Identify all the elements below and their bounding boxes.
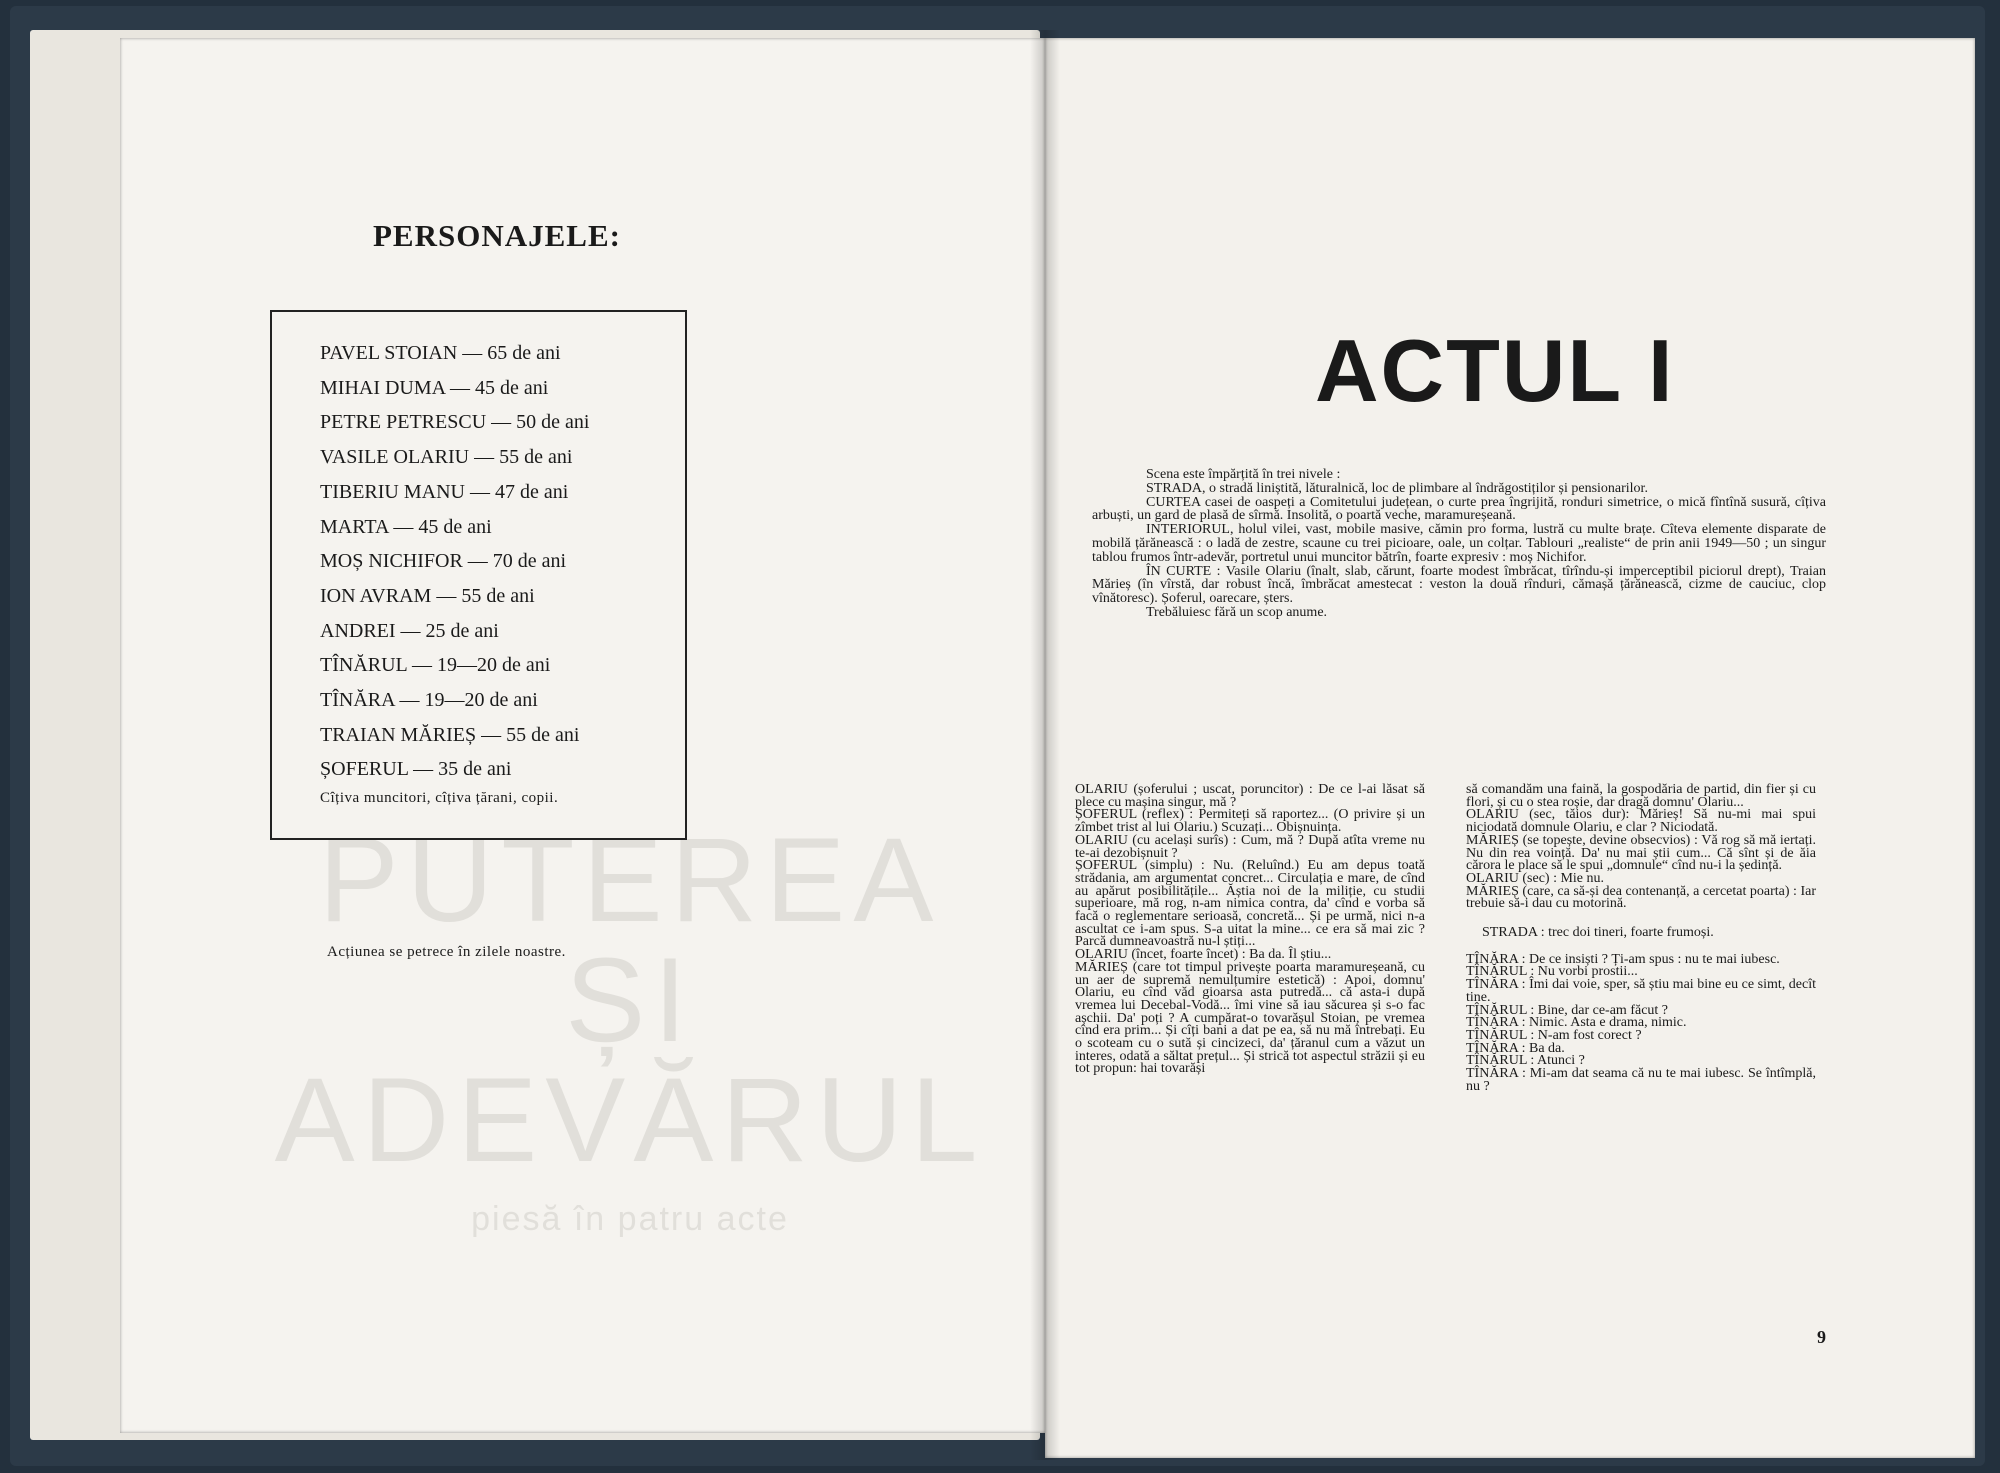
- dialogue-column-1: [1075, 784, 1425, 1076]
- dialogue-line: MĂRIEȘ (se topește, devine obsecvios) : Vă rog să mă iertați. Nu din rea voință. Da' nu mai știi cum... Că sînt și de ăia cărora le place să le spui „domnule“ cînd nu-i la ședință.: [1466, 832, 1816, 874]
- dialogue-line: OLARIU (încet, foarte încet) : Ba da. Îl știu...: [1075, 947, 1332, 963]
- watermark-line-4: piesă în patru acte: [471, 1200, 789, 1238]
- cast-item: ION AVRAM — 55 de ani: [320, 584, 535, 607]
- dialogue-line: OLARIU (sec, tăios dur): Mărieș! Să nu-mi mai spui niciodată domnule Olariu, e clar ? Niciodată.: [1466, 807, 1816, 836]
- cast-item: ȘOFERUL — 35 de ani: [320, 758, 512, 781]
- cast-item: TIBERIU MANU — 47 de ani: [320, 480, 569, 503]
- dialogue-line: TÎNĂRUL : N-am fost corect ?: [1466, 1027, 1642, 1043]
- cast-extras: Cîțiva muncitori, cîțiva țărani, copii.: [320, 790, 559, 806]
- setting-note: Acțiunea se petrece în zilele noastre.: [327, 944, 566, 960]
- dialogue-line: să comandăm una faină, la gospodăria de partid, din fier și cu flori, și cu o stea roșie, dar dragă domnu' Olariu...: [1466, 782, 1816, 810]
- right-page: [1045, 38, 1975, 1458]
- dialogue-line: ȘOFERUL (simplu) : Nu. (Reluînd.) Eu am depus toată strădania, am argumentat concret... Circulația e mare, de cînd au apărut posibilitățile... Ăștia noi de la miliție, cu studii superioare, mă rog, n-am nimica contra, da' cînd e vorba să facă o reglementare serioasă, concretă... Și pe urmă, nici n-a ascultat ce i-am spus. S-a uitat la mine... ce era să mai zic ? Parcă dumneavoastră nu-l știți...: [1075, 858, 1425, 950]
- cast-item: VASILE OLARIU — 55 de ani: [320, 446, 573, 469]
- stage-direction-paragraph: STRADA, o stradă liniștită, lăturalnică, loc de plimbare al îndrăgostiților și pensionarilor.: [1146, 480, 1648, 496]
- stage-direction-paragraph: INTERIORUL, holul vilei, vast, mobile masive, cămin pro forma, lustră cu multe brațe. Cîteva elemente disparate de mobilă țărănească : o ladă de zestre, scaune cu trei picioare, oale, un colțar. Tablouri „realiste“ de prin anii 1949—50 ; un singur tablou frumos într-adevăr, portretul unui muncitor bătrîn, foarte expresiv : moș Nichifor.: [1092, 522, 1826, 565]
- cast-item: TÎNĂRA — 19—20 de ani: [320, 689, 538, 712]
- cast-box: [270, 310, 687, 840]
- watermark-line-1: PUTEREA: [318, 813, 942, 947]
- dialogue-line: TÎNĂRA : De ce insiști ? Ți-am spus : nu te mai iubesc.: [1466, 951, 1780, 967]
- show-through-title: [270, 813, 990, 1239]
- cast-item: MOȘ NICHIFOR — 70 de ani: [320, 550, 567, 573]
- cast-item: PETRE PETRESCU — 50 de ani: [320, 411, 590, 434]
- cast-title: PERSONAJELE:: [373, 218, 621, 253]
- dialogue-line: TÎNĂRA : Nimic. Asta e drama, nimic.: [1466, 1015, 1687, 1031]
- dialogue-column-2: [1466, 784, 1816, 1093]
- page-number: 9: [1817, 1327, 1826, 1347]
- cast-item: PAVEL STOIAN — 65 de ani: [320, 342, 561, 364]
- cast-item: TÎNĂRUL — 19—20 de ani: [320, 654, 551, 677]
- stage-direction-paragraph: Trebăluiesc fără un scop anume.: [1146, 604, 1328, 620]
- dialogue-line: TÎNĂRUL : Atunci ?: [1466, 1053, 1585, 1069]
- cast-item: MARTA — 45 de ani: [320, 515, 492, 538]
- dialogue-line: TÎNĂRUL : Nu vorbi prostii...: [1466, 964, 1638, 980]
- stage-directions: [1092, 468, 1826, 620]
- book-gutter: [1030, 30, 1060, 1460]
- stage-direction-paragraph: ÎN CURTE : Vasile Olariu (înalt, slab, cărunt, foarte modest îmbrăcat, tîrîndu-și imperceptibil piciorul drept), Traian Mărieș (în vîrstă, dar robust încă, îmbrăcat amestecat : veston la două rînduri, cămașă țărănească, cizme de cauciuc, clop vînătoresc). Șoferul, oarecare, șters.: [1092, 563, 1826, 607]
- cast-item: TRAIAN MĂRIEȘ — 55 de ani: [320, 723, 580, 746]
- stage-direction-paragraph: CURTEA casei de oaspeți a Comitetului județean, o curte prea îngrijită, ronduri simetrice, o mică fîntînă susură, cîțiva arbuști, un gard de plasă de sîrmă. Insolită, o poartă veche, maramureșeană.: [1092, 494, 1826, 524]
- watermark-line-3: ADEVĂRUL: [274, 1053, 986, 1187]
- act-title: ACTUL I: [1315, 321, 1675, 420]
- cast-item: MIHAI DUMA — 45 de ani: [320, 376, 549, 399]
- dialogue-line: OLARIU (sec) : Mie nu.: [1466, 870, 1605, 886]
- dialogue-line: MĂRIEȘ (care tot timpul privește poarta maramureșeană, cu un aer de supremă nemulțumire estetică) : Apoi, domnu' Olariu, eu cînd văd gioarsa asta putredă... că asta-i după vremea lui Decebal-Vodă... îmi vine să iau săcurea și s-o fac așchii. Da' poți ? A cumpărat-o tovarășul Stoian, pe vremea cînd era prim... Și cîți bani a dat pe ea, să nu mă întrebați. Eu o scoteam cu o sută și cincizeci, da' țăranul cum a văzut un interes, odată a săltat prețul... Și strică tot aspectul străzii și eu tot propun: hai tovarăși: [1075, 959, 1425, 1077]
- cast-list: [320, 336, 589, 787]
- dialogue-line: TÎNĂRA : Mi-am dat seama că nu te mai iubesc. Se întîmplă, nu ?: [1466, 1066, 1816, 1094]
- dialogue-line: MĂRIEȘ (care, ca să-și dea contenanță, a cercetat poarta) : Iar trebuie să-i dau cu motorină.: [1466, 883, 1816, 912]
- watermark-line-2: ȘI: [565, 933, 695, 1067]
- cast-item: ANDREI — 25 de ani: [320, 619, 499, 642]
- dialogue-line: ȘOFERUL (reflex) : Permiteți să raportez... (O privire și un zîmbet trist al lui Olariu.) Scuzați... Obișnuința.: [1075, 807, 1425, 836]
- dialogue-line: TÎNĂRUL : Bine, dar ce-am făcut ?: [1466, 1002, 1669, 1018]
- dialogue-line: TÎNĂRA : Ba da.: [1466, 1040, 1565, 1056]
- street-direction: STRADA : trec doi tineri, foarte frumoși.: [1482, 925, 1714, 941]
- stage-direction-paragraph: Scena este împărțită în trei nivele :: [1146, 467, 1341, 482]
- dialogue-line: OLARIU (cu același surîs) : Cum, mă ? După atîta vreme nu te-ai dezobișnuit ?: [1075, 832, 1425, 861]
- dialogue-line: OLARIU (șoferului ; uscat, poruncitor) : De ce l-ai lăsat să plece cu mașina singur, mă ?: [1075, 782, 1425, 810]
- dialogue-line: TÎNĂRA : Îmi dai voie, sper, să știu mai bine eu ce simt, decît tine.: [1466, 977, 1816, 1005]
